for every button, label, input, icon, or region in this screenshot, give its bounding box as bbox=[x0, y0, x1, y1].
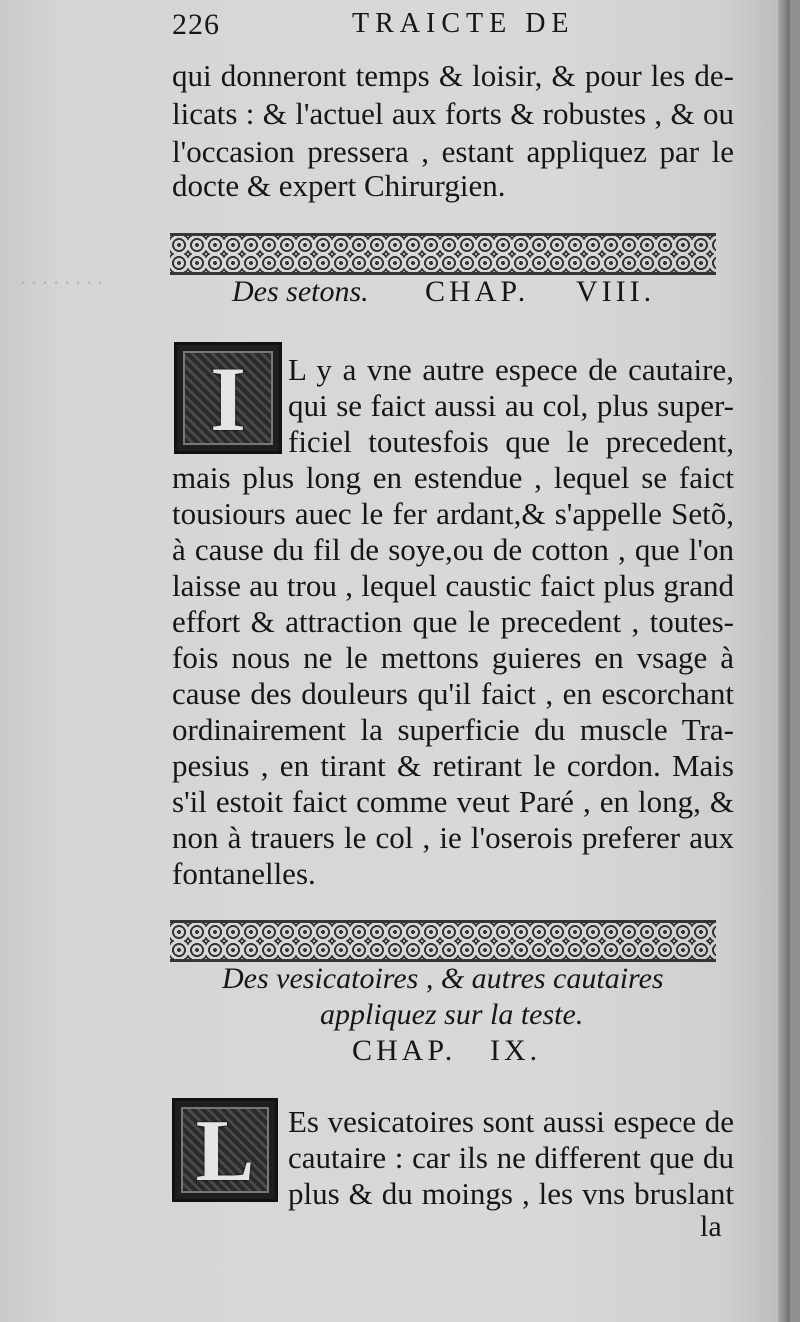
text-line: s'il estoit faict comme veut Paré , en long, & bbox=[172, 784, 734, 819]
text-line: mais plus long en estendue , lequel se faict bbox=[172, 460, 734, 495]
text-line: l'occasion pressera , estant appliquez par le bbox=[172, 134, 734, 169]
text-line: qui donneront temps & loisir, & pour les de- bbox=[172, 58, 734, 93]
ornament-band bbox=[170, 233, 716, 275]
text-line: qui se faict aussi au col, plus super- bbox=[288, 388, 734, 423]
chapter-number: VIII. bbox=[576, 275, 656, 308]
text-line: cause des douleurs qu'il faict , en escorchant bbox=[172, 676, 734, 711]
text-line: docte & expert Chirurgien. bbox=[172, 168, 506, 203]
text-line: à cause du fil de soye,ou de cotton , que l'on bbox=[172, 532, 734, 567]
text-line: L y a vne autre espece de cautaire, bbox=[288, 352, 734, 387]
text-line: ficiel toutesfois que le precedent, bbox=[288, 424, 734, 459]
page-number: 226 bbox=[172, 8, 220, 41]
catchword: la bbox=[700, 1210, 722, 1243]
running-header bbox=[172, 8, 652, 42]
chapter-title: Des setons. bbox=[232, 275, 369, 308]
text-line: fois nous ne le mettons guieres en vsage à bbox=[172, 640, 734, 675]
text-line: plus & du moings , les vns bruslant bbox=[288, 1176, 734, 1211]
text-line: fontanelles. bbox=[172, 856, 316, 891]
text-line: licats : & l'actuel aux forts & robustes , & ou bbox=[172, 96, 734, 131]
chapter-title-line1: Des vesicatoires , & autres cautaires bbox=[222, 962, 664, 995]
decorated-initial: I bbox=[174, 342, 282, 454]
page-edge-shadow bbox=[778, 0, 790, 1322]
chapter-number: IX. bbox=[490, 1034, 542, 1067]
ornament-band bbox=[170, 920, 716, 962]
text-line: pesius , en tirant & retirant le cordon. Mais bbox=[172, 748, 734, 783]
text-line: cautaire : car ils ne different que du bbox=[288, 1140, 734, 1175]
text-line: effort & attraction que le precedent , toutes- bbox=[172, 604, 734, 639]
text-line: laisse au trou , lequel caustic faict plus grand bbox=[172, 568, 734, 603]
chapter-label: CHAP. bbox=[425, 275, 530, 308]
decorated-initial: L bbox=[172, 1098, 278, 1202]
text-line: tousiours auec le fer ardant,& s'appelle Setõ, bbox=[172, 496, 734, 531]
text-line: non à trauers le col , ie l'oserois preferer aux bbox=[172, 820, 734, 855]
text-line: ordinairement la superficie du muscle Tra- bbox=[172, 712, 734, 747]
text-line: Es vesicatoires sont aussi espece de bbox=[288, 1104, 734, 1139]
chapter-title-line2: appliquez sur la teste. bbox=[320, 998, 584, 1031]
chapter-label: CHAP. bbox=[352, 1034, 457, 1067]
running-title: TRAICTE DE bbox=[352, 8, 575, 39]
show-through-text: · · · · · · · · bbox=[20, 270, 103, 295]
